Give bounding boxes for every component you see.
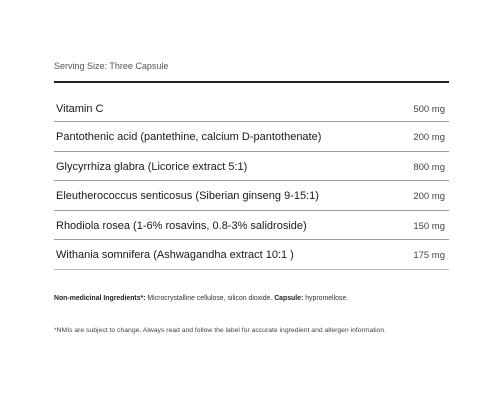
ingredient-name: Withania somnifera (Ashwagandha extract 10:1 ) [56, 249, 294, 261]
ingredient-amount: 200 mg [413, 191, 445, 202]
table-row [54, 211, 449, 241]
capsule-text: hypromellose. [303, 295, 349, 302]
ingredient-amount: 500 mg [413, 104, 445, 115]
header-divider [54, 81, 449, 83]
table-row [54, 95, 449, 122]
table-row [54, 181, 449, 211]
ingredient-amount: 800 mg [413, 161, 445, 173]
ingredients-table [54, 95, 449, 270]
ingredient-name: Glycyrrhiza glabra (Licorice extract 5:1) [56, 160, 248, 173]
serving-size: Serving Size: Three Capsule [54, 61, 169, 71]
ingredient-amount: 200 mg [413, 132, 445, 143]
capsule-label: Capsule: [274, 295, 304, 302]
non-medicinal-label: Non-medicinal Ingredients*: [54, 295, 146, 302]
ingredient-name: Rhodiola rosea (1-6% rosavins, 0.8-3% salidroside) [56, 219, 307, 232]
ingredient-amount: 150 mg [413, 220, 445, 232]
table-row [54, 122, 449, 152]
ingredient-amount: 175 mg [413, 250, 445, 261]
non-medicinal-ingredients [54, 295, 348, 302]
ingredient-name: Pantothenic acid (pantethine, calcium D-pantothenate) [56, 131, 322, 143]
table-row [54, 152, 449, 182]
non-medicinal-text: Microcrystalline cellulose, silicon dioxide. [145, 295, 275, 302]
table-row [54, 240, 449, 270]
footnote: *NMIs are subject to change. Always read and follow the label for accurate ingredient and allergen information. [54, 327, 387, 334]
ingredient-name: Vitamin C [56, 103, 104, 115]
ingredient-name: Eleutherococcus senticosus (Siberian ginseng 9-15:1) [56, 190, 319, 202]
